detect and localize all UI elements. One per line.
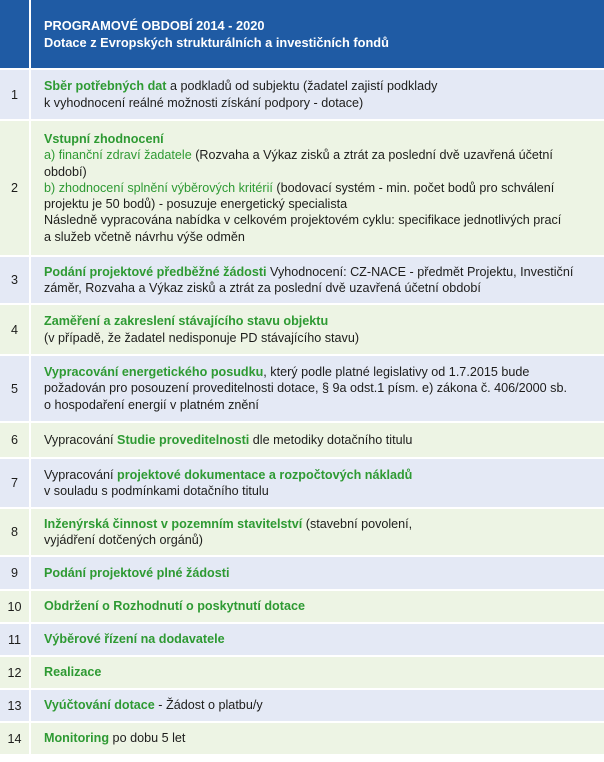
step-text: dle metodiky dotačního titulu <box>249 432 413 447</box>
step-text: (bodovací systém - min. počet bodů pro schválení <box>272 180 555 195</box>
step-text: - Žádost o platbu/y <box>154 698 263 713</box>
step-title: Vyúčtování dotace <box>44 698 155 713</box>
step-title: Výběrové řízení na dodavatele <box>44 632 225 647</box>
table-row <box>0 723 604 754</box>
step-text: požadován pro posouzení proveditelnosti dotace, § 9a odst.1 písm. e) zákona č. 406/2000 sb. <box>44 381 567 396</box>
step-title: Inženýrská činnost v pozemním stavitelství <box>44 516 303 531</box>
table-row <box>0 657 604 688</box>
step-title: Podání projektové plné žádosti <box>44 565 230 580</box>
table-row <box>0 121 604 255</box>
step-text: k vyhodnocení reálné možnosti získání podpory - dotace) <box>44 95 364 110</box>
header-cell <box>31 0 604 68</box>
step-title: Sběr potřebných dat <box>44 79 167 94</box>
step-text: období) <box>44 164 87 179</box>
row-number: 1 <box>0 70 29 119</box>
row-content <box>31 624 604 655</box>
step-title: Vstupní zhodnocení <box>44 132 164 147</box>
step-text: (Rozvaha a Výkaz zisků a ztrát za poslední dvě uzavřená účetní <box>191 148 553 163</box>
row-number: 14 <box>0 723 29 754</box>
row-number: 12 <box>0 657 29 688</box>
step-text: Následně vypracována nabídka v celkovém projektovém cyklu: specifikace jednotlivých prací <box>44 213 562 228</box>
table-row <box>0 624 604 655</box>
step-text: Vyhodnocení: CZ-NACE - předmět Projektu, Investiční <box>266 264 574 279</box>
row-number: 13 <box>0 690 29 721</box>
row-content <box>31 690 604 721</box>
step-title: Obdržení o Rozhodnutí o poskytnutí dotace <box>44 599 305 614</box>
row-number: 6 <box>0 423 29 457</box>
row-content <box>31 356 604 421</box>
header-title: PROGRAMOVÉ OBDOBÍ 2014 - 2020 <box>44 18 265 33</box>
step-text: (stavební povolení, <box>302 516 413 531</box>
row-number: 2 <box>0 121 29 255</box>
step-title: Zaměření a zakreslení stávajícího stavu objektu <box>44 314 329 329</box>
row-content <box>31 121 604 255</box>
row-content <box>31 723 604 754</box>
row-content <box>31 423 604 457</box>
step-text: vyjádření dotčených orgánů) <box>44 533 203 547</box>
table-row <box>0 509 604 555</box>
step-text: projektu je 50 bodů) - posuzuje energetický specialista <box>44 197 348 212</box>
step-text: v souladu s podmínkami dotačního titulu <box>44 484 269 498</box>
row-content <box>31 591 604 622</box>
row-content <box>31 509 604 555</box>
row-content <box>31 257 604 303</box>
table-row <box>0 70 604 119</box>
table-row <box>0 423 604 457</box>
step-text: po dobu 5 let <box>109 731 186 746</box>
table-row <box>0 356 604 421</box>
step-text: , který podle platné legislativy od 1.7.2015 bude <box>263 365 530 380</box>
step-text: (v případě, že žadatel nedisponuje PD stávajícího stavu) <box>44 330 360 345</box>
step-text: a služeb včetně návrhu výše odměn <box>44 229 245 244</box>
step-sublabel: b) zhodnocení splnění výběrových kritérií <box>44 180 273 195</box>
table-row <box>0 257 604 303</box>
step-text: a podkladů od subjektu (žadatel zajistí podklady <box>166 79 438 94</box>
row-content <box>31 557 604 589</box>
row-number: 4 <box>0 305 29 354</box>
table-row <box>0 690 604 721</box>
step-text: o hospodaření energií v platném znění <box>44 397 259 412</box>
step-title: Monitoring <box>44 731 110 746</box>
table-row <box>0 557 604 589</box>
row-number: 7 <box>0 459 29 507</box>
step-text: Vypracování <box>44 467 118 482</box>
row-number: 9 <box>0 557 29 589</box>
row-content <box>31 70 604 119</box>
step-sublabel: a) finanční zdraví žadatele <box>44 148 192 163</box>
row-content <box>31 459 604 507</box>
table-row <box>0 591 604 622</box>
step-title: projektové dokumentace a rozpočtových nákladů <box>117 467 413 482</box>
row-content <box>31 305 604 354</box>
header-subtitle: Dotace z Evropských strukturálních a investičních fondů <box>44 35 389 50</box>
row-number: 11 <box>0 624 29 655</box>
row-content <box>31 657 604 688</box>
row-number: 5 <box>0 356 29 421</box>
table-header <box>0 0 604 68</box>
row-number: 8 <box>0 509 29 555</box>
step-title: Podání projektové předběžné žádosti <box>44 264 267 279</box>
step-title: Realizace <box>44 665 102 680</box>
table-row <box>0 305 604 354</box>
step-title: Studie proveditelnosti <box>117 432 250 447</box>
step-title: Vypracování energetického posudku <box>44 365 264 380</box>
step-text: záměr, Rozvaha a Výkaz zisků a ztrát za poslední dvě uzavřená účetní období <box>44 281 481 295</box>
row-number: 3 <box>0 257 29 303</box>
header-num-cell <box>0 0 29 68</box>
table-row <box>0 459 604 507</box>
row-number: 10 <box>0 591 29 622</box>
step-text: Vypracování <box>44 432 118 447</box>
